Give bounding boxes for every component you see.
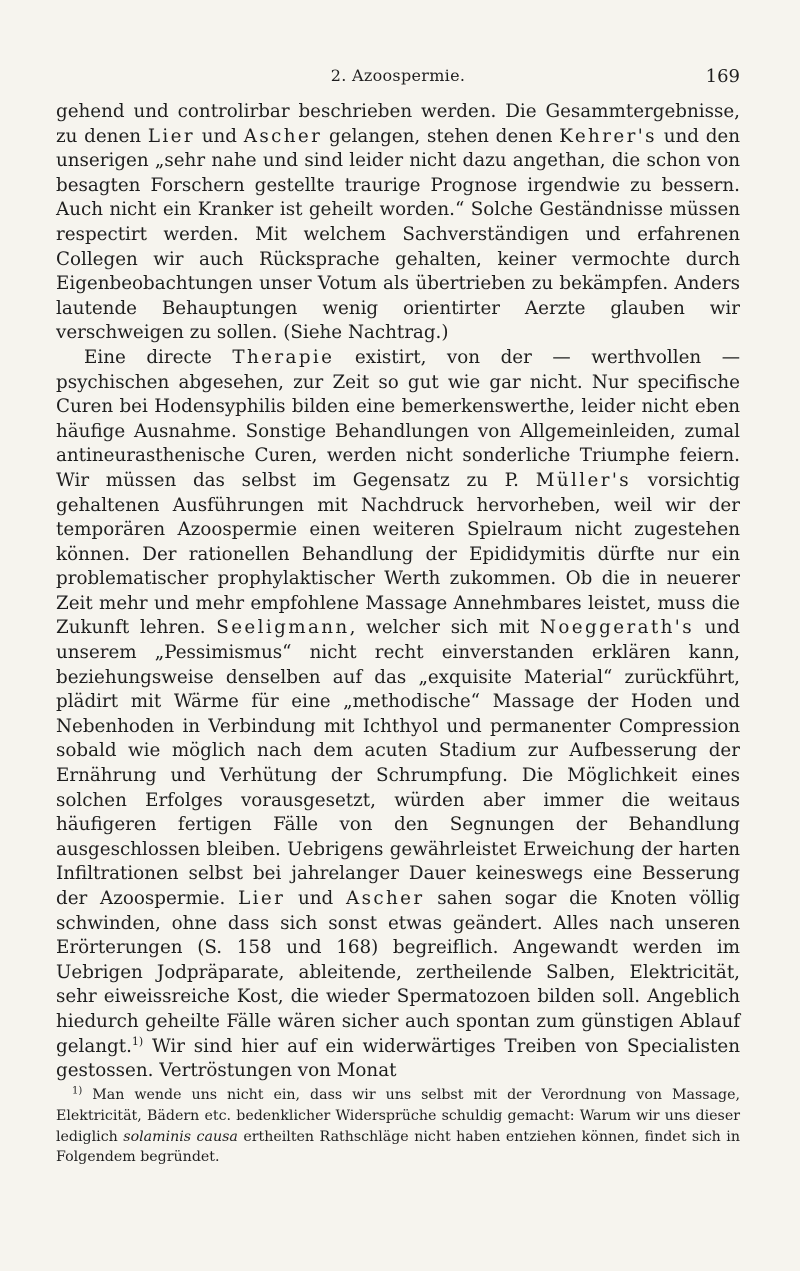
- author-name: Kehrer's: [559, 125, 657, 147]
- author-name: Noeggerath's: [540, 617, 695, 639]
- page-header: [56, 66, 740, 92]
- page-number: 169: [705, 66, 740, 87]
- text-run: und: [194, 125, 244, 147]
- text-run: und den unserigen „sehr nahe und sind leider nicht dazu angethan, die schon von besagten Forschern gestellte traurige Prognose irgendwie zu bessern. Auch nicht ein Kranker ist geheilt worden.“ Solche Geständnisse müssen respectirt werden. Mit welchem Sachverständigen und erfahrenen Collegen wir auch Rücksprache gehalten, keiner vermochte durch Eigenbeobachtungen unser Votum als übertrieben zu bekämpfen. Anders lautende Behauptungen wenig orientirter Aerzte glauben wir verschweigen zu sollen. (Siehe Nachtrag.): [56, 125, 740, 344]
- footnote-mark: 1): [72, 1085, 83, 1097]
- text-run: existirt, von der — werthvollen — psychischen abgesehen, zur Zeit so gut wie gar nicht. Nur specifische Curen bei Hodensyphilis bilden eine bemerkenswerthe, leider nicht eben häufige Ausnahme. Sonstige Behandlungen von Allgemeinleiden, zumal antineurasthenische Curen, werden nicht sonderliche Triumphe feiern. Wir müssen das selbst im Gegensatz zu P.: [56, 346, 740, 491]
- footnote-reference: 1): [131, 1034, 144, 1048]
- author-name: Lier: [238, 888, 286, 909]
- footnote-text: [56, 1085, 740, 1168]
- text-run: Eine directe: [84, 346, 233, 368]
- author-name: Lier: [147, 125, 195, 147]
- running-head: 2. Azoospermie.: [330, 66, 466, 85]
- footnote: [56, 1085, 740, 1168]
- paragraph-1: [56, 100, 740, 346]
- author-name: Ascher: [345, 888, 425, 909]
- italic-phrase: solaminis causa: [123, 1128, 238, 1145]
- author-name: Ascher: [243, 125, 323, 147]
- author-name: Müller's: [535, 469, 632, 491]
- text-run: und: [285, 888, 346, 909]
- body-text: [56, 100, 740, 1084]
- text-run: vorsichtig gehaltenen Ausführungen mit Nachdruck hervorheben, weil wir der temporären Azoospermie einen weiteren Spielraum nicht zugestehen können. Der rationellen Behandlung der Epididymitis dürfte nur ein problematischer prophylaktischer Werth zukommen. Ob die in neuerer Zeit mehr und mehr empfohlene Massage Annehmbares leistet, muss die Zukunft lehren.: [56, 469, 740, 639]
- text-run: Man wende uns nicht ein, dass wir uns selbst mit der Verordnung von Massage, Elektricität, Bädern etc. bedenklicher Widersprüche schuldig gemacht: Warum wir uns dieser lediglich: [56, 1087, 740, 1145]
- author-name: Seeligmann: [216, 617, 350, 639]
- text-run: Wir sind hier auf ein widerwärtiges Treiben von Specialisten gestossen. Vertröstungen von Monat: [56, 1035, 740, 1082]
- paragraph-2: [56, 346, 740, 1084]
- text-run: , welcher sich mit: [349, 617, 540, 639]
- text-run: gehend und controlirbar beschrieben werden. Die Gesammtergebnisse, zu denen: [56, 101, 740, 147]
- text-run: und unserem „Pessimismus“ nicht recht einverstanden erklären kann, beziehungsweise denselben auf das „exquisite Material“ zurückführt, plädirt mit Wärme für eine „methodische“ Massage der Hoden und Nebenhoden in Verbindung mit Ichthyol und permanenter Compression sobald wie möglich nach dem acuten Stadium zur Aufbesserung der Ernährung und Verhütung der Schrumpfung. Die Möglichkeit eines solchen Erfolges vorausgesetzt, würden aber immer die weitaus häufigeren fertigen Fälle von den Segnungen der Behandlung ausgeschlossen bleiben. Uebrigens gewährleistet Erweichung der harten Infiltrationen selbst bei jahrelanger Dauer keineswegs eine Besserung der Azoospermie.: [56, 617, 740, 909]
- text-run: ertheilten Rathschläge nicht haben entziehen können, findet sich in Folgendem begründet.: [56, 1128, 740, 1166]
- emphasis-term: Therapie: [232, 346, 335, 368]
- text-run: sahen sogar die Knoten völlig schwinden, ohne dass sich sonst etwas geändert. Alles nach unseren Erörterungen (S. 158 und 168) begreiflich. Angewandt werden im Uebrigen Jodpräparate, ableitende, zertheilende Salben, Elektricität, sehr eiweissreiche Kost, die wieder Spermatozoen bilden soll. Angeblich hiedurch geheilte Fälle wären sicher auch spontan zum günstigen Ablauf gelangt.: [56, 888, 740, 1057]
- text-run: gelangen, stehen denen: [322, 125, 560, 147]
